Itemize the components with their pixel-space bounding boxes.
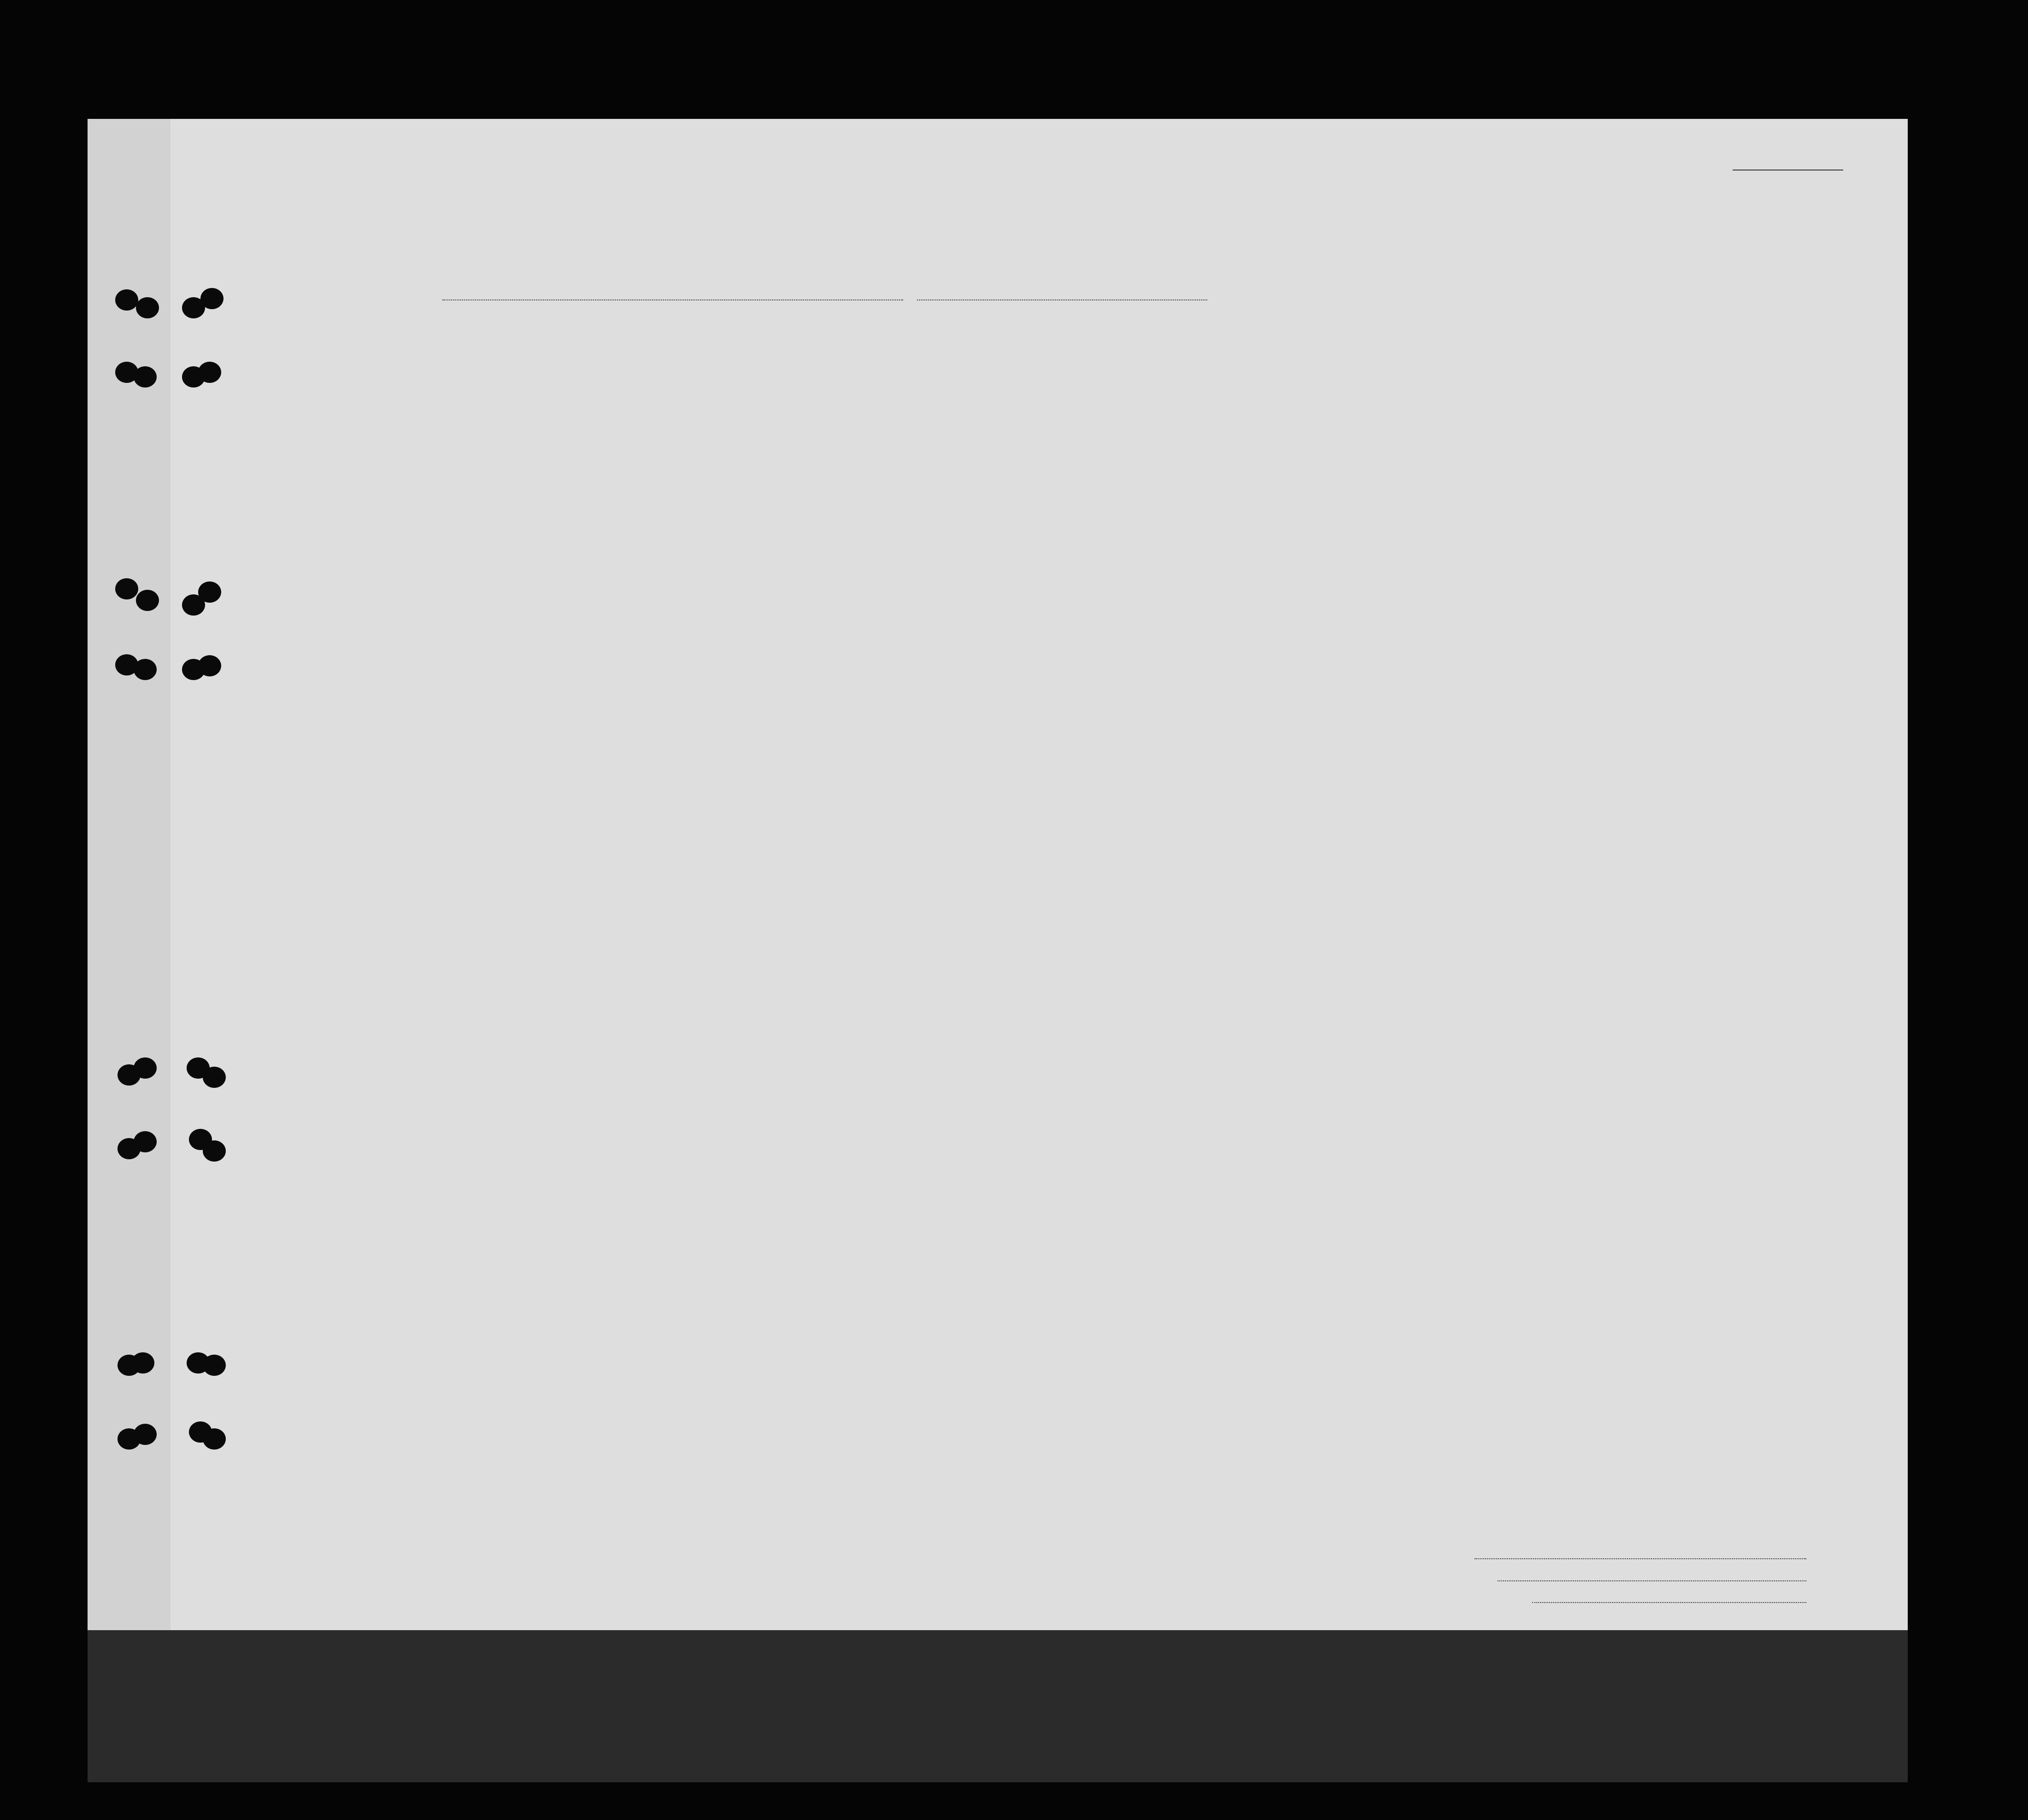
owners-underline <box>1498 1580 1806 1581</box>
header-offer-labor <box>1419 355 1447 461</box>
header-inches <box>1629 429 1639 461</box>
agents-underline <box>1532 1602 1806 1603</box>
header-polygamist <box>1327 355 1342 461</box>
header-money <box>769 355 787 461</box>
header-question-28 <box>1371 355 1408 461</box>
line-underline <box>1475 1558 1806 1559</box>
header-anarchist <box>1348 355 1363 461</box>
header-feet <box>1608 433 1618 461</box>
header-excluded <box>1456 355 1471 461</box>
header-prison <box>1286 355 1318 461</box>
header-purpose-c <box>1254 374 1281 462</box>
header-arrested <box>1481 355 1496 461</box>
header-ticket <box>656 355 675 461</box>
header-purpose-b <box>1222 374 1249 462</box>
header-purpose-a <box>1188 374 1215 462</box>
